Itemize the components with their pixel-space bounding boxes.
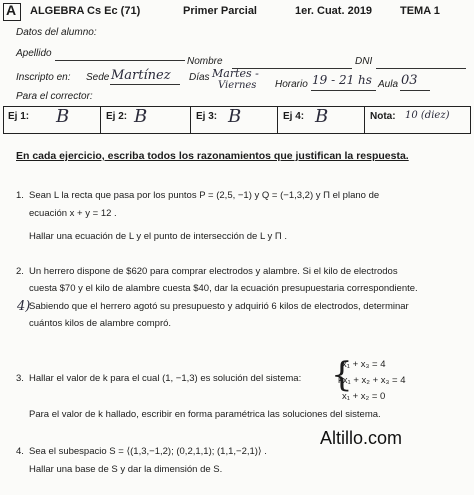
horario-label: Horario [275,79,308,90]
ex4-line-2: Hallar una base de S y dar la dimensión de S. [29,464,223,475]
watermark: Altillo.com [320,428,403,448]
ej2-label: Ej 2: [106,111,128,122]
ex3-number: 3. [16,373,24,384]
dni-label: DNI [355,56,373,67]
ej3-grade: B [228,106,242,127]
subject-title: ALGEBRA Cs Ec (71) [30,5,141,17]
ex2-line-2: cuesta $70 y el kilo de alambre cuesta $40, dar la ecuación presupuestaria correspondiente. [29,283,418,294]
system-eq-3: x₁ + x₂ = 0 [342,391,386,402]
sede-label: Sede [86,72,110,83]
system-eq-2: kx₁ + x₂ + x₃ = 4 [338,375,406,386]
horario-field[interactable] [311,90,376,91]
ej2-grade: B [134,106,148,127]
datos-alumno-label: Datos del alumno: [16,27,97,38]
ej1-label: Ej 1: [8,111,30,122]
horario-value: 19 - 21 hs [312,73,372,87]
ej3-label: Ej 3: [196,111,218,122]
grade-divider-2 [190,106,191,133]
topic-label: TEMA 1 [400,5,440,17]
ex3-line-1: Hallar el valor de k para el cual (1, −1,3) es solución del sistema: [29,373,302,384]
dni-field[interactable] [376,68,466,69]
term-label: 1er. Cuat. 2019 [295,5,373,17]
aula-label: Aula [378,79,399,90]
ex1-number: 1. [16,190,24,201]
ex1-line-1: Sean L la recta que pasa por los puntos P = (2,5, −1) y Q = (−1,3,2) y Π el plano de [29,190,380,201]
ex2-line-1: Un herrero dispone de $620 para comprar electrodos y alambre. Si el kilo de electrodos [29,266,398,277]
ex4-line-1: Sea el subespacio S = ⟨(1,3,−1,2); (0,2,1,1); (1,1,−2,1)⟩ . [29,446,267,457]
dias-value-1: Martes - [212,67,259,80]
ex2-margin-mark: 4) [17,299,31,314]
apellido-label: Apellido [16,48,52,59]
grade-divider-4 [364,106,365,133]
corrector-label: Para el corrector: [16,91,93,102]
ej4-label: Ej 4: [283,111,305,122]
apellido-field[interactable] [55,60,185,61]
dias-value-2: Viernes [218,80,257,91]
ex2-line-4: cuántos kilos de alambre compró. [29,318,172,329]
system-brace: { [331,355,353,395]
sede-value: Martínez [111,68,171,83]
system-eq-1: x₁ + x₃ = 4 [342,359,386,370]
aula-value: 03 [401,73,418,88]
nota-label: Nota: [370,111,396,122]
ex2-number: 2. [16,266,24,277]
exam-title: Primer Parcial [183,5,257,17]
aula-field[interactable] [400,90,430,91]
nombre-label: Nombre [187,56,223,67]
grade-divider-1 [100,106,101,133]
inscripto-label: Inscripto en: [16,72,71,83]
ex3-line-2: Para el valor de k hallado, escribir en forma paramétrica las soluciones del sistema. [29,409,381,420]
ex1-line-3: Hallar una ecuación de L y el punto de intersección de L y Π . [29,231,288,242]
ex1-line-2: ecuación x + y = 12 . [29,208,117,219]
ej4-grade: B [315,106,329,127]
ex2-line-3: Sabiendo que el herrero agotó su presupuesto y adquirió 6 kilos de electrodos, determinar [29,301,409,312]
ej1-grade: B [56,106,70,127]
tema-letter: A [6,2,17,18]
sede-field[interactable] [110,84,180,85]
nota-value: 10 (diez) [405,110,450,121]
instructions: En cada ejercicio, escriba todos los razonamientos que justifican la respuesta. [16,150,409,162]
dias-label: Días [189,72,210,83]
grade-divider-3 [277,106,278,133]
ex4-number: 4. [16,446,24,457]
